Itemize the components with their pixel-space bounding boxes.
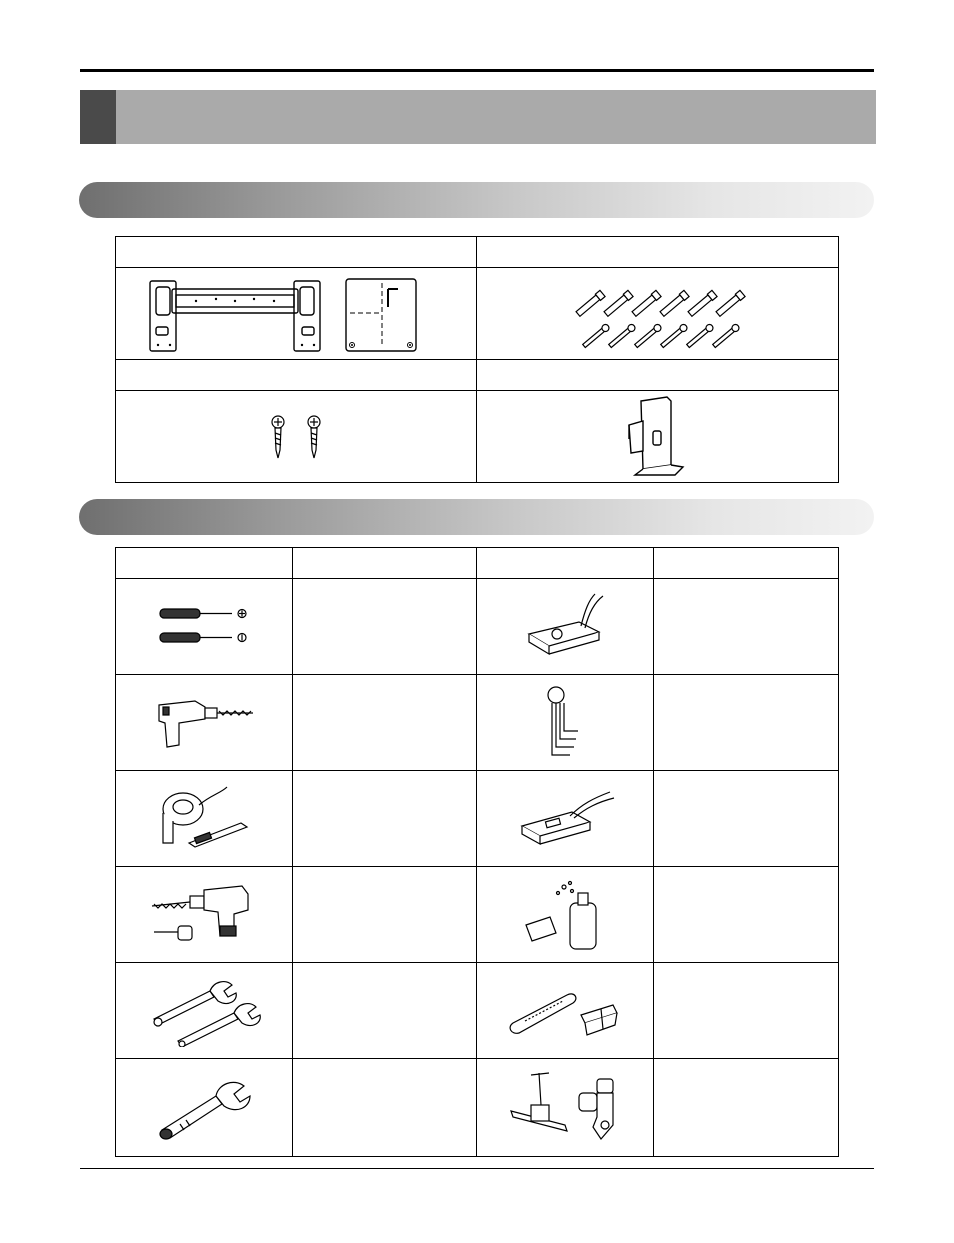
- spanner-icon: [144, 975, 264, 1047]
- hex-key-icon: [540, 683, 590, 763]
- parts-header-cell: [477, 360, 839, 391]
- parts-image-cell: [477, 268, 839, 360]
- tool-name-cell: [654, 1059, 839, 1157]
- tools-header-cell: [116, 548, 293, 579]
- tool-name-cell: [654, 771, 839, 867]
- tool-image-cell: [477, 867, 654, 963]
- parts-image-cell: [116, 268, 477, 360]
- gas-leak-detector-icon: [520, 877, 610, 953]
- tools-header-row: [116, 548, 839, 579]
- screw-pair-icon: [256, 414, 336, 460]
- section-bar-tools: [79, 499, 874, 535]
- parts-header-row: [116, 237, 839, 268]
- tool-image-cell: [116, 1059, 293, 1157]
- parts-image-row: [116, 268, 839, 360]
- torque-wrench-icon: [154, 1076, 254, 1140]
- remote-holder-icon: [623, 395, 693, 479]
- tool-image-cell: [477, 1059, 654, 1157]
- tool-image-cell: [116, 579, 293, 675]
- tools-row: [116, 771, 839, 867]
- parts-image-cell: [477, 391, 839, 483]
- tool-name-cell: [293, 579, 477, 675]
- parts-image-cell: [116, 391, 477, 483]
- tool-image-cell: [116, 867, 293, 963]
- tool-image-cell: [477, 579, 654, 675]
- parts-table: [115, 236, 839, 483]
- tool-image-cell: [116, 963, 293, 1059]
- tools-row: [116, 675, 839, 771]
- thermometer-icon: [515, 590, 615, 664]
- core-drill-icon: [144, 880, 264, 950]
- tools-header-cell: [293, 548, 477, 579]
- parts-image-row: [116, 391, 839, 483]
- screwdriver-icon: [154, 605, 254, 649]
- mounting-template-icon: [346, 279, 416, 351]
- tools-table: [115, 547, 839, 1157]
- tool-name-cell: [293, 771, 477, 867]
- tool-image-cell: [477, 771, 654, 867]
- parts-header-cell: [477, 237, 839, 268]
- tools-header-cell: [477, 548, 654, 579]
- tools-row: [116, 867, 839, 963]
- tool-name-cell: [654, 579, 839, 675]
- tool-image-cell: [477, 963, 654, 1059]
- installation-plate-icon: [146, 273, 446, 355]
- ammeter-icon: [510, 786, 620, 852]
- parts-header-cell: [116, 360, 477, 391]
- banner-tab: [80, 90, 116, 144]
- tool-image-cell: [116, 771, 293, 867]
- tool-name-cell: [654, 867, 839, 963]
- tool-image-cell: [116, 675, 293, 771]
- top-rule: [80, 69, 874, 72]
- tools-row: [116, 579, 839, 675]
- electric-drill-icon: [149, 693, 259, 753]
- tools-row: [116, 963, 839, 1059]
- flaring-tool-icon: [505, 1069, 625, 1147]
- tool-image-cell: [477, 675, 654, 771]
- tool-name-cell: [293, 867, 477, 963]
- page-title-banner: [80, 90, 876, 144]
- tool-name-cell: [293, 1059, 477, 1157]
- tool-name-cell: [654, 675, 839, 771]
- measuring-tape-knife-icon: [149, 781, 259, 857]
- parts-header-row: [116, 360, 839, 391]
- tool-name-cell: [293, 963, 477, 1059]
- bottom-rule: [80, 1168, 874, 1169]
- vacuum-pump-icon: [505, 981, 625, 1041]
- section-bar-parts: [79, 182, 874, 218]
- tools-row: [116, 1059, 839, 1157]
- anchor-screw-set-icon: [568, 276, 748, 352]
- tool-name-cell: [654, 963, 839, 1059]
- parts-header-cell: [116, 237, 477, 268]
- tool-name-cell: [293, 675, 477, 771]
- tools-header-cell: [654, 548, 839, 579]
